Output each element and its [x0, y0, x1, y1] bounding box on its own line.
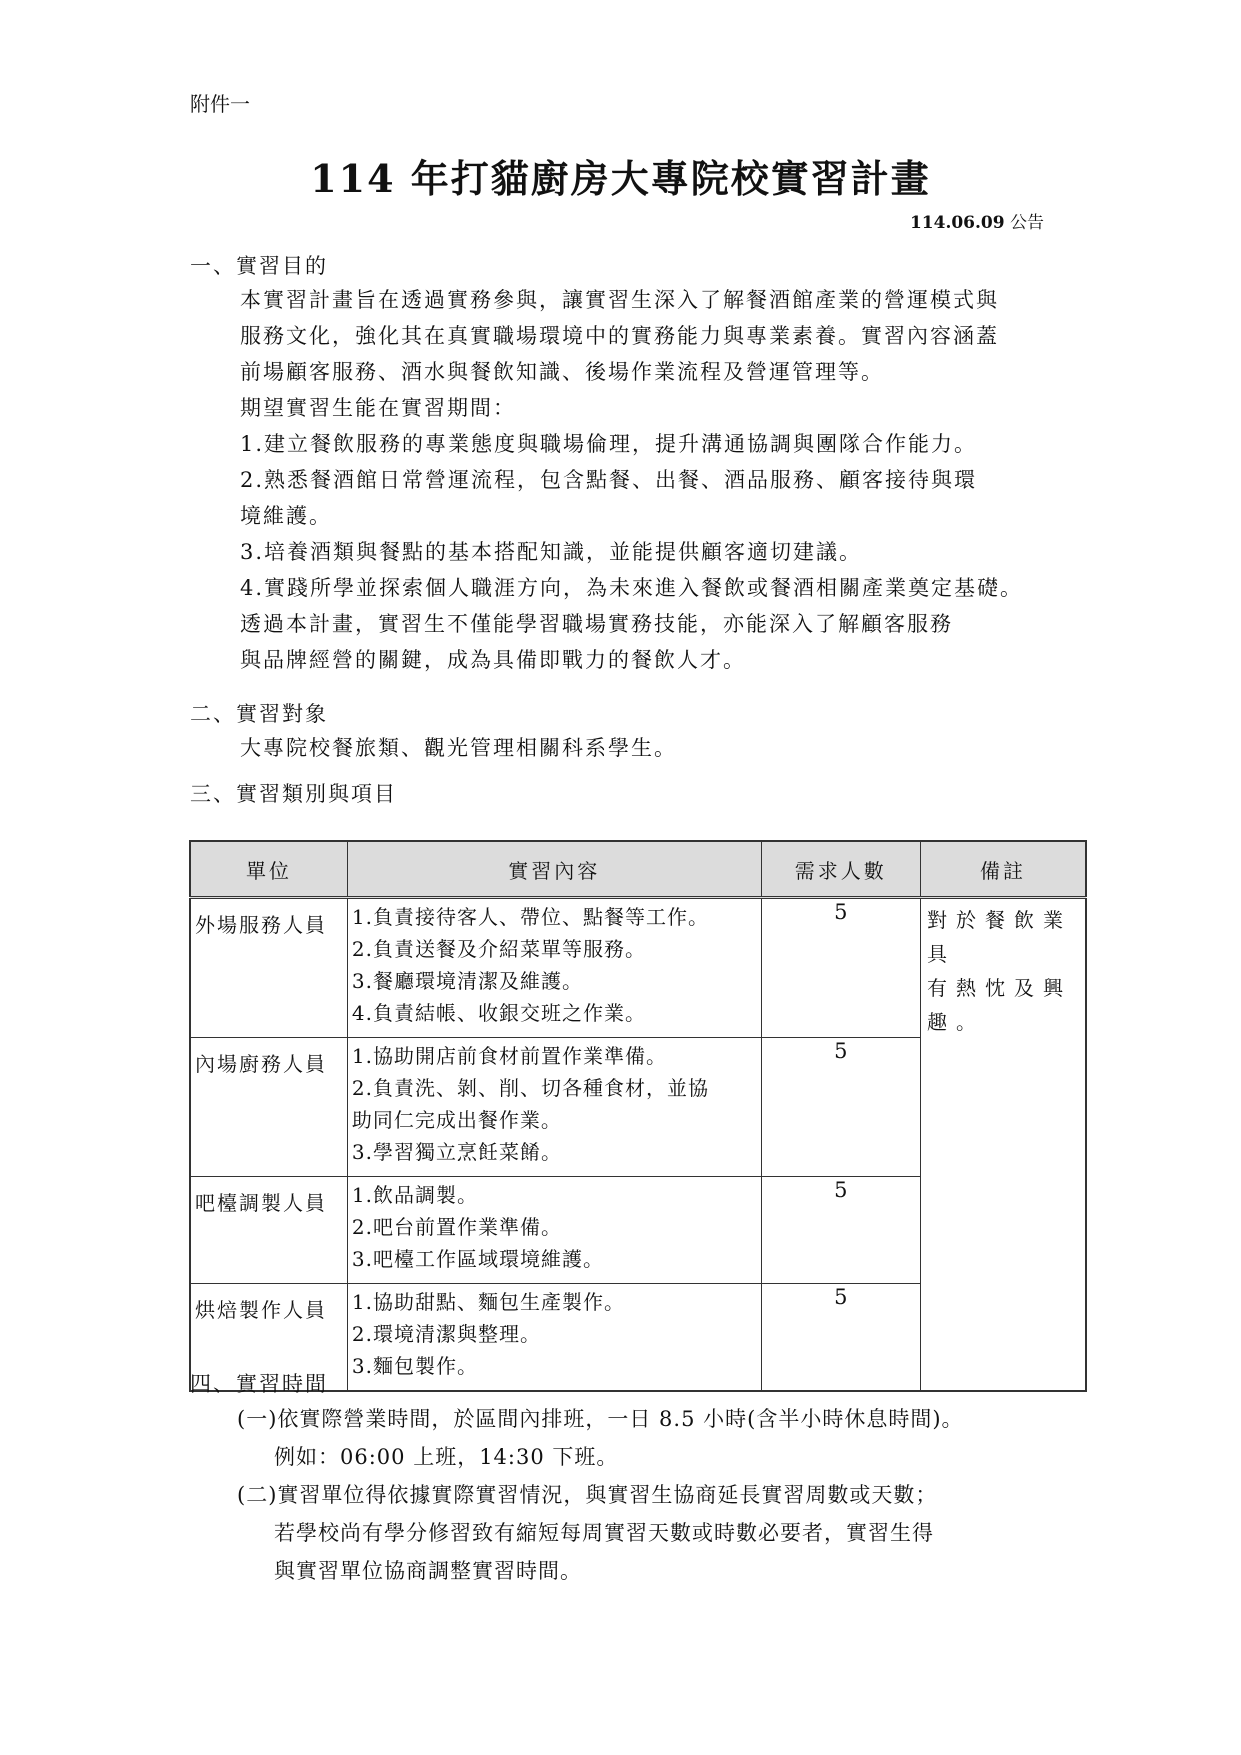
section1-line: 1.建立餐飲服務的專業態度與職場倫理，提升溝通協調與團隊合作能力。 [240, 432, 978, 456]
section2-body [240, 730, 677, 766]
content-line: 2.吧台前置作業準備。 [351, 1215, 562, 1239]
section4-heading: 四、實習時間 [190, 1372, 328, 1396]
table-header-count: 需求人數 [761, 841, 920, 898]
announcement [910, 208, 1044, 233]
section1-line: 期望實習生能在實習期間： [240, 396, 516, 420]
section1-line: 服務文化，強化其在真實職場環境中的實務能力與專業素養。實習內容涵蓋 [240, 324, 999, 348]
internship-table [189, 840, 1087, 1392]
document-title: 114 年打貓廚房大專院校實習計畫 [310, 156, 931, 201]
content-cell [347, 898, 761, 1038]
section1-body [240, 282, 1023, 678]
content-line: 3.學習獨立烹飪菜餚。 [351, 1140, 562, 1164]
note-line: 趣。 [927, 1010, 985, 1034]
table-row [190, 898, 1086, 1038]
section1-line: 透過本計畫，實習生不僅能學習職場實務技能，亦能深入了解顧客服務 [240, 612, 953, 636]
table-header-note: 備註 [921, 841, 1087, 898]
content-line: 2.負責送餐及介紹菜單等服務。 [351, 937, 646, 961]
section1-line: 前場顧客服務、酒水與餐飲知識、後場作業流程及營運管理等。 [240, 360, 884, 384]
note-line: 有熱忱及興 [927, 976, 1072, 1000]
content-cell [347, 1177, 761, 1284]
table-header-unit: 單位 [190, 841, 347, 898]
section2-text: 大專院校餐旅類、觀光管理相關科系學生。 [240, 736, 677, 760]
count-cell: 5 [761, 1038, 920, 1177]
content-line: 3.吧檯工作區域環境維護。 [351, 1247, 604, 1271]
content-line: 4.負責結帳、收銀交班之作業。 [351, 1001, 646, 1025]
content-line: 2.負責洗、剝、削、切各種食材，並協 [351, 1076, 709, 1100]
note-line: 對於餐飲業具 [927, 908, 1072, 966]
note-cell [921, 898, 1087, 1392]
announcement-label: 公告 [1010, 213, 1044, 233]
unit-cell: 吧檯調製人員 [190, 1177, 347, 1284]
section1-line: 本實習計畫旨在透過實務參與，讓實習生深入了解餐酒館產業的營運模式與 [240, 288, 999, 312]
section4-item-continuation: 若學校尚有學分修習致有縮短每周實習天數或時數必要者，實習生得 [274, 1521, 934, 1545]
content-cell [347, 1038, 761, 1177]
content-line: 1.協助開店前食材前置作業準備。 [351, 1044, 667, 1068]
content-line: 3.餐廳環境清潔及維護。 [351, 969, 583, 993]
content-line: 1.協助甜點、麵包生產製作。 [351, 1290, 625, 1314]
section4-item-continuation: 與實習單位協商調整實習時間。 [274, 1559, 582, 1583]
content-line: 1.負責接待客人、帶位、點餐等工作。 [351, 905, 709, 929]
unit-cell: 烘焙製作人員 [190, 1284, 347, 1392]
section1-line: 與品牌經營的關鍵，成為具備即戰力的餐飲人才。 [240, 648, 746, 672]
section4-item: (二)實習單位得依據實際實習情況，與實習生協商延長實習周數或天數； [237, 1483, 938, 1507]
count-cell: 5 [761, 1177, 920, 1284]
content-line: 助同仁完成出餐作業。 [351, 1108, 562, 1132]
unit-cell: 內場廚務人員 [190, 1038, 347, 1177]
section4-item-continuation: 例如：06:00 上班，14:30 下班。 [274, 1445, 619, 1469]
content-line: 1.飲品調製。 [351, 1183, 478, 1207]
section1-line: 境維護。 [240, 504, 332, 528]
section2-heading: 二、實習對象 [190, 702, 328, 726]
section4-item: (一)依實際營業時間，於區間內排班，一日 8.5 小時(含半小時休息時間)。 [237, 1407, 964, 1431]
section1-line: 3.培養酒類與餐點的基本搭配知識，並能提供顧客適切建議。 [240, 540, 863, 564]
section1-line: 2.熟悉餐酒館日常營運流程，包含點餐、出餐、酒品服務、顧客接待與環 [240, 468, 978, 492]
table-header-content: 實習內容 [347, 841, 761, 898]
attachment-label: 附件一 [190, 92, 250, 116]
section1-line: 4.實踐所學並探索個人職涯方向，為未來進入餐飲或餐酒相關產業奠定基礎。 [240, 576, 1024, 600]
content-line: 3.麵包製作。 [351, 1354, 478, 1378]
count-cell: 5 [761, 898, 920, 1038]
count-cell: 5 [761, 1284, 920, 1392]
section1-heading: 一、實習目的 [190, 254, 328, 278]
announcement-date: 114.06.09 [909, 213, 1005, 233]
unit-cell: 外場服務人員 [190, 898, 347, 1038]
section3-heading: 三、實習類別與項目 [190, 782, 397, 806]
content-line: 2.環境清潔與整理。 [351, 1322, 541, 1346]
section4-body [237, 1400, 964, 1590]
content-cell [347, 1284, 761, 1392]
